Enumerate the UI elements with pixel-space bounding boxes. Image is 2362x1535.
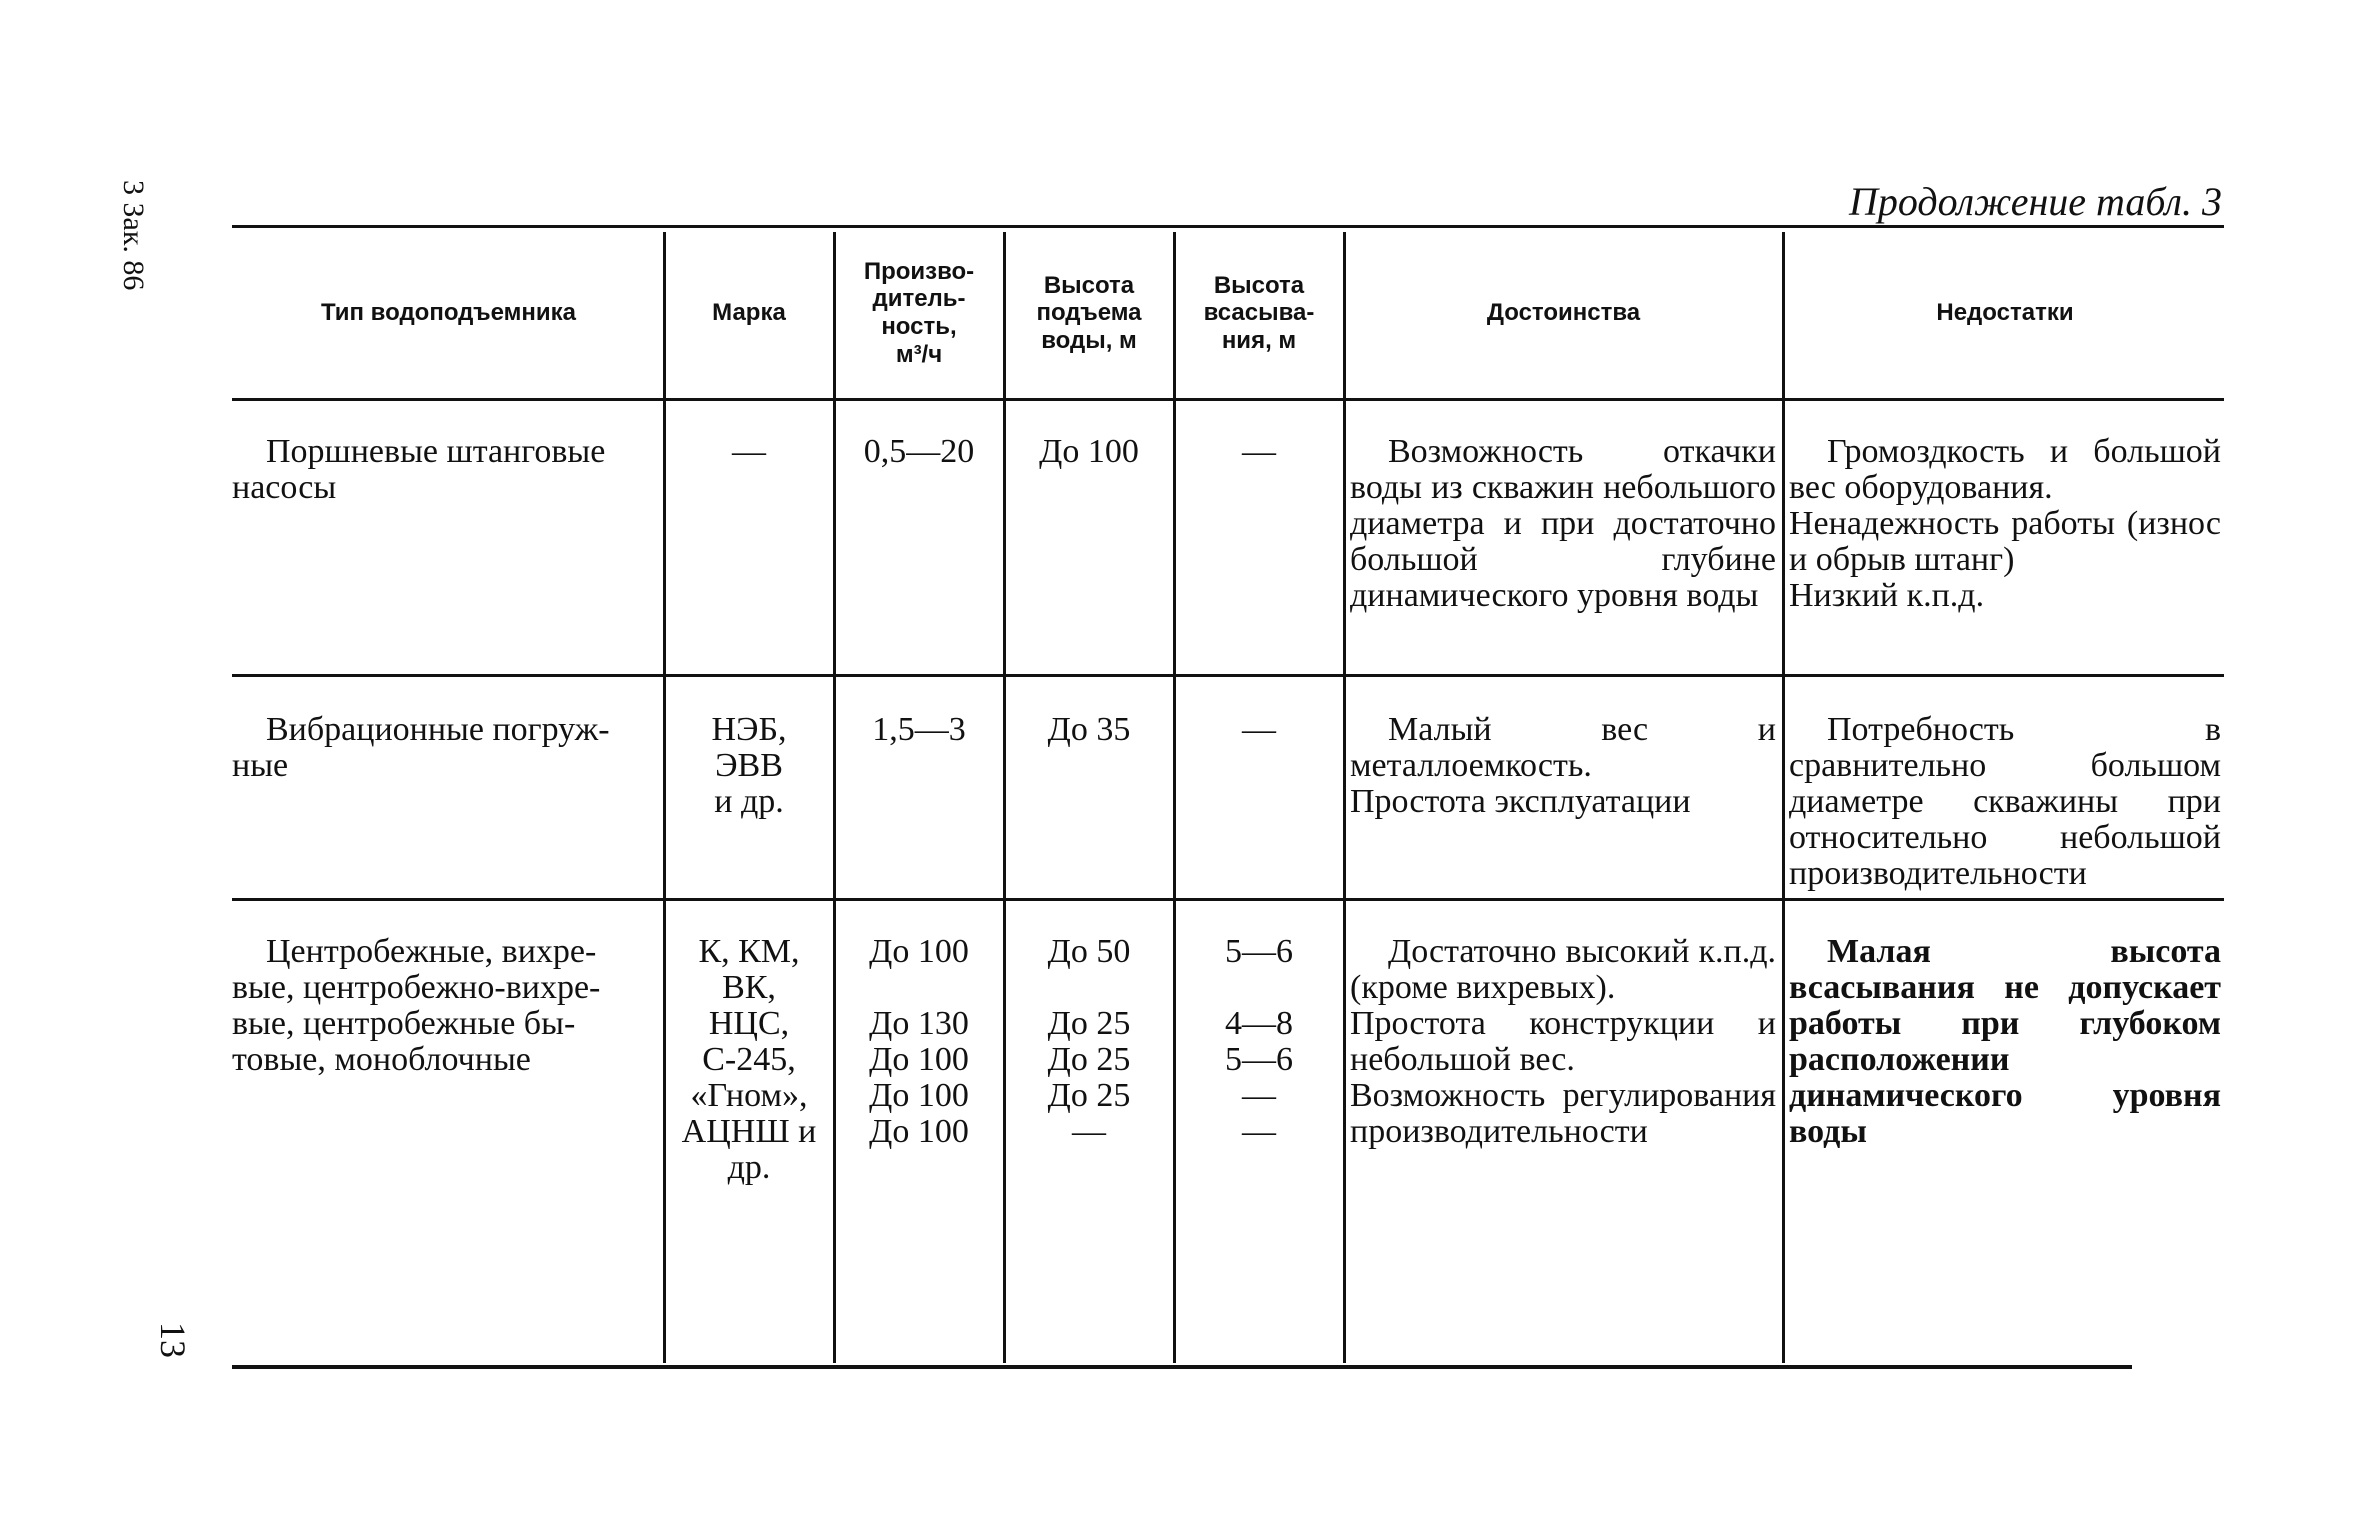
header-suction: Высота всасыва- ния, м [1203, 271, 1315, 354]
column-rule-1 [663, 232, 666, 1363]
header-capacity: Произво- дитель- ность, м³/ч [863, 257, 975, 368]
row-divider-2 [232, 898, 2224, 901]
row-2-capacity: 1,5—3 [872, 711, 966, 748]
header-brand: Марка [712, 299, 786, 327]
header-disadvantages: Недостатки [1936, 299, 2074, 327]
row-1-lift: До 100 [1039, 433, 1139, 470]
column-rule-5 [1343, 232, 1346, 1363]
row-2-advantages: Малый вес и металлоемкость. Простота эксплуатации [1350, 711, 1776, 820]
row-1-type: Поршневые штанговые насосы [232, 433, 606, 506]
side-note: 3 Зак. 86 [117, 180, 150, 291]
row-3-lift: До 50 До 25 До 25 До 25 — [1047, 933, 1131, 1150]
header-advantages: Достоинства [1486, 299, 1641, 327]
header-type: Тип водоподъемника [321, 299, 576, 327]
row-2-lift: До 35 [1047, 711, 1131, 748]
row-3-brand: К, КМ, ВК, НЦС, С-245, «Гном», АЦНШ и др. [681, 933, 817, 1186]
row-2-brand: НЭБ, ЭВВ и др. [711, 711, 787, 820]
row-1-disadvantages: Громоздкость и большой вес оборудования. Ненадежность работы (износ и обрыв штанг) Низкий к.п.д. [1789, 433, 2221, 614]
header-bottom-rule [232, 398, 2224, 401]
row-2-disadvantages: Потребность в сравнительно большом диаметре скважины при относительно небольшой производительности [1789, 711, 2221, 892]
column-rule-4 [1173, 232, 1176, 1363]
column-rule-3 [1003, 232, 1006, 1363]
header-lift: Высота подъема воды, м [1036, 271, 1142, 354]
row-1-capacity: 0,5—20 [863, 433, 975, 470]
column-rule-6 [1782, 232, 1785, 1363]
row-3-disadvantages: Малая высота всасывания не допускает работы при глубоком расположении динамического уровня воды [1789, 933, 2221, 1150]
row-1-advantages: Возможность откачки воды из скважин небольшого диаметра и при достаточно большой глубине динамического уровня воды [1350, 433, 1776, 614]
row-3-suction: 5—6 4—8 5—6 — — [1225, 933, 1293, 1150]
row-divider-1 [232, 674, 2224, 677]
row-1-brand: — [732, 433, 766, 470]
row-2-type: Вибрационные погруж- ные [232, 711, 610, 784]
table-caption: Продолжение табл. 3 [1848, 179, 2222, 224]
row-2-suction: — [1242, 711, 1276, 748]
page-number: 13 [153, 1322, 193, 1358]
table-bottom-rule [232, 1365, 2132, 1369]
row-3-type: Центробежные, вихре- вые, центробежно-вихре- вые, центробежные бы- товые, моноблочные [232, 933, 601, 1078]
row-3-advantages: Достаточно высокий к.п.д. (кроме вихревых). Простота конструкции и небольшой вес. Возможность регулирования производительности [1350, 933, 1776, 1150]
column-rule-2 [833, 232, 836, 1363]
row-1-suction: — [1242, 433, 1276, 470]
row-3-capacity: До 100 До 130 До 100 До 100 До 100 [869, 933, 969, 1150]
table-top-rule [232, 225, 2224, 228]
